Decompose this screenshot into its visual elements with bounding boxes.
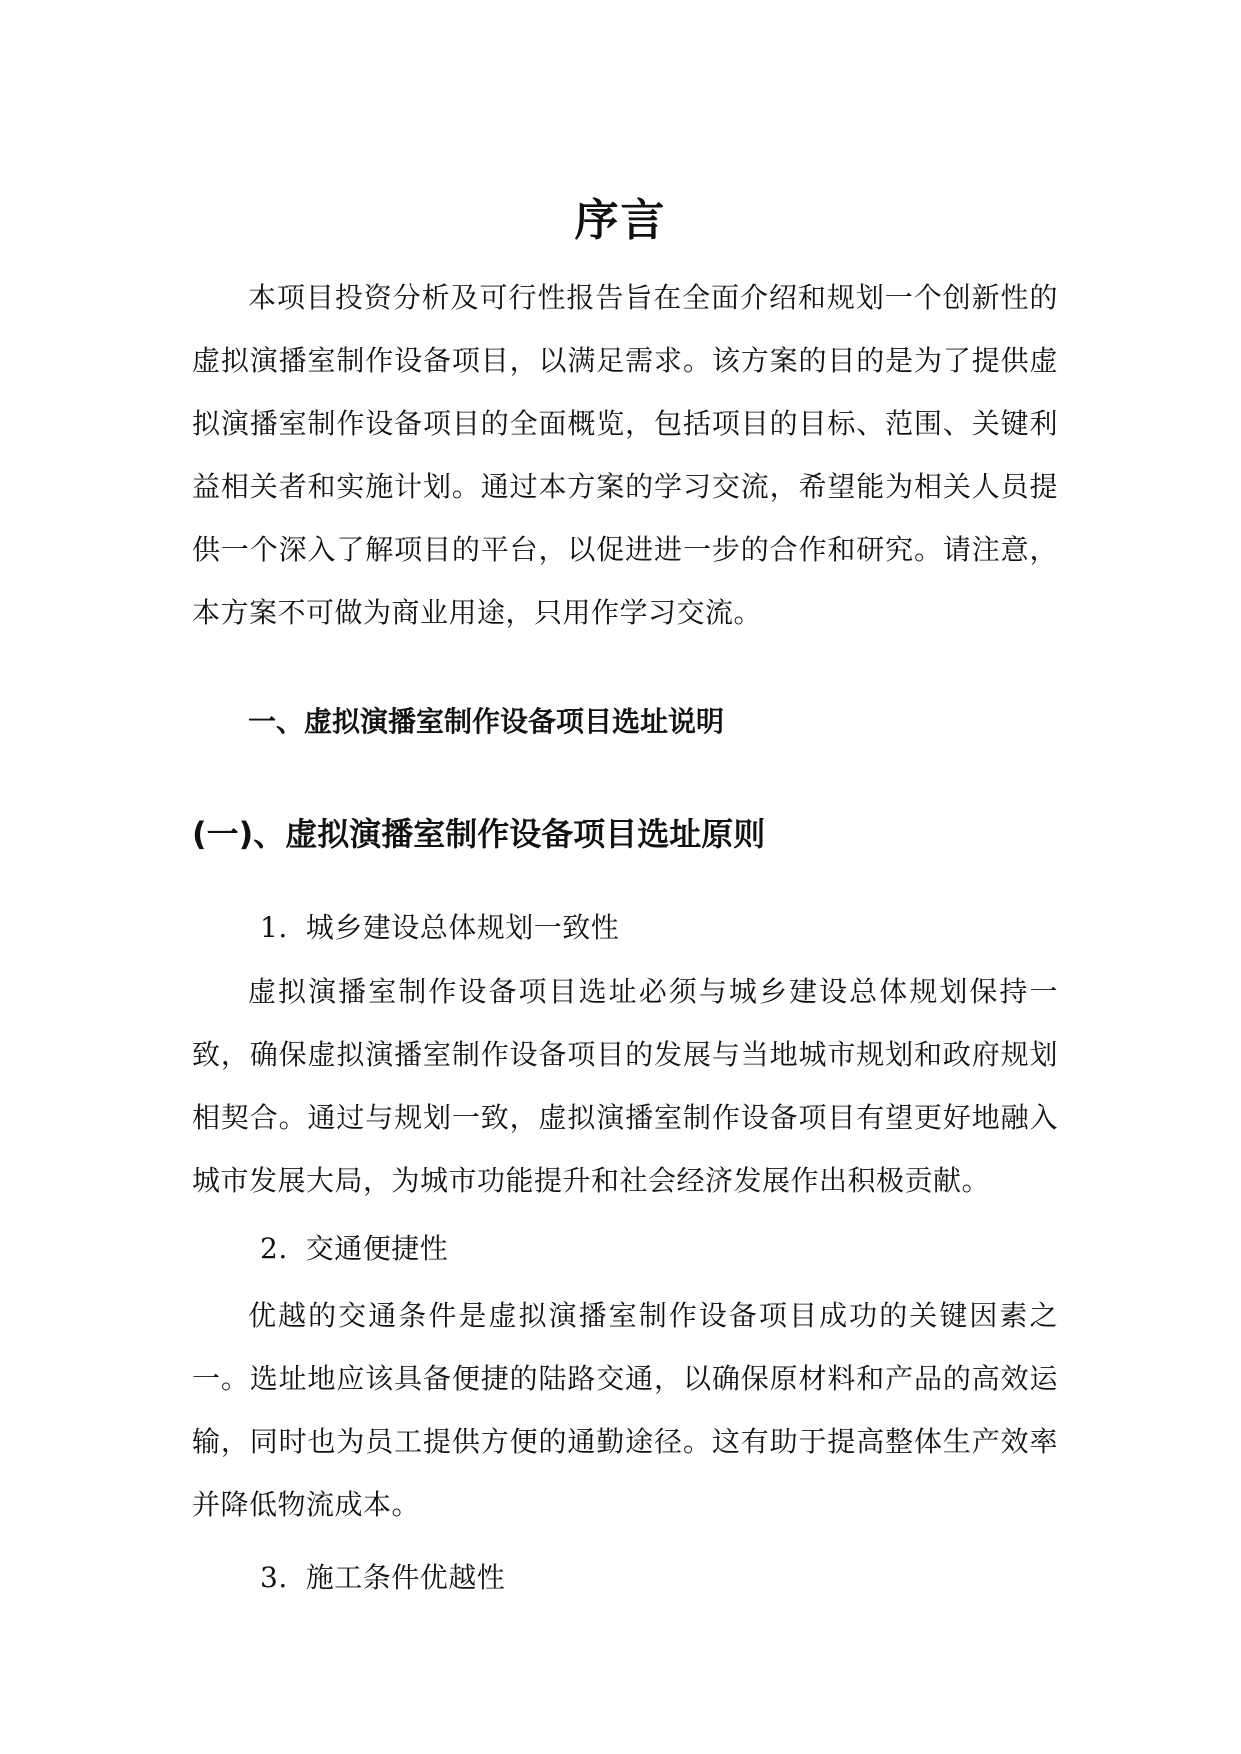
list-item-number: 3. [260, 1561, 288, 1594]
list-item-number: 1. [260, 911, 288, 944]
list-item-heading [260, 906, 619, 950]
list-item-title: 施工条件优越性 [305, 1561, 506, 1594]
intro-paragraph: 本项目投资分析及可行性报告旨在全面介绍和规划一个创新性的虚拟演播室制作设备项目，以满足需求。该方案的目的是为了提供虚拟演播室制作设备项目的全面概览，包括项目的目标、范围、关键利益相关者和实施计划。通过本方案的学习交流，希望能为相关人员提供一个深入了解项目的平台，以促进进一步的合作和研究。请注意，本方案不可做为商业用途，只用作学习交流。 [192, 281, 1058, 629]
list-item-title: 交通便捷性 [305, 1232, 449, 1265]
section-heading: 一、虚拟演播室制作设备项目选址说明 [248, 705, 725, 738]
list-item-number: 2. [260, 1232, 288, 1265]
list-item-heading [260, 1556, 505, 1600]
page-title: 序言 [574, 195, 667, 247]
list-item-heading [260, 1227, 448, 1271]
list-item-paragraph: 优越的交通条件是虚拟演播室制作设备项目成功的关键因素之一。选址地应该具备便捷的陆路交通，以确保原材料和产品的高效运输，同时也为员工提供方便的通勤途径。这有助于提高整体生产效率并降低物流成本。 [192, 1299, 1058, 1521]
subsection-heading: (一)、虚拟演播室制作设备项目选址原则 [192, 815, 766, 853]
list-item-paragraph: 虚拟演播室制作设备项目选址必须与城乡建设总体规划保持一致，确保虚拟演播室制作设备项目的发展与当地城市规划和政府规划相契合。通过与规划一致，虚拟演播室制作设备项目有望更好地融入城市发展大局，为城市功能提升和社会经济发展作出积极贡献。 [192, 975, 1058, 1197]
list-item-title: 城乡建设总体规划一致性 [305, 911, 620, 944]
